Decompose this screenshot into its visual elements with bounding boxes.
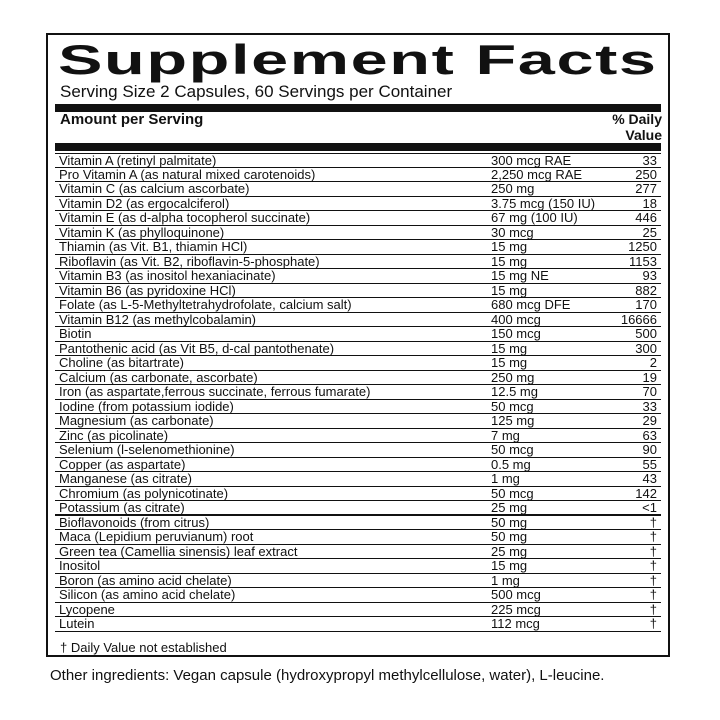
nutrient-daily-value: 29 [642,413,657,428]
nutrient-amount: 680 mcg DFE [491,297,571,312]
nutrient-amount: 15 mg [491,253,528,269]
nutrient-amount: 7 mg [491,427,520,443]
nutrient-amount: 15 mg [491,355,528,370]
nutrient-amount: 50 mcg [491,485,534,501]
nutrient-amount: 250 mg [491,181,535,196]
nutrient-daily-value: † [649,616,657,631]
thick-divider-header [55,143,661,151]
nutrient-daily-value: † [649,601,657,617]
nutrient-daily-value: 63 [642,427,657,443]
nutrient-amount: 25 mg [491,543,528,559]
nutrient-name: Silicon (as amino acid chelate) [59,587,236,602]
nutrient-name: Selenium (l-selenomethionine) [59,442,235,457]
nutrient-amount: 50 mcg [491,442,534,457]
nutrient-amount: 150 mcg [491,326,541,341]
nutrient-amount: 2,250 mcg RAE [491,166,583,182]
table-row [55,226,661,241]
nutrient-amount: 300 mcg RAE [491,153,572,168]
nutrient-daily-value: † [649,543,657,559]
nutrient-name: Inositol [59,558,101,573]
table-row [55,545,661,560]
nutrient-daily-value: 2 [649,355,657,370]
table-row [55,559,661,574]
nutrient-daily-value: <1 [642,500,657,515]
table-row [55,313,661,328]
nutrient-daily-value: † [649,514,657,530]
table-row [55,168,661,183]
nutrient-daily-value: 16666 [620,311,657,327]
table-row [55,443,661,458]
nutrient-amount: 0.5 mg [491,456,531,472]
nutrient-name: Green tea (Camellia sinensis) leaf extract [59,543,298,559]
nutrient-name: Maca (Lepidium peruvianum) root [59,529,254,544]
nutrient-daily-value: 882 [635,282,657,298]
table-row [55,371,661,386]
daily-value-header-line1: % Daily [612,111,662,127]
table-row [55,385,661,400]
amount-per-serving-header: Amount per Serving [60,111,204,128]
nutrient-name: Folate (as L-5-Methyltetrahydrofolate, calcium salt) [59,297,352,312]
nutrient-daily-value: † [649,529,657,544]
nutrient-name: Vitamin E (as d-alpha tocopherol succinate) [59,210,311,225]
nutrient-amount: 50 mg [491,514,528,530]
nutrient-amount: 250 mg [491,369,535,385]
nutrient-name: Pantothenic acid (as Vit B5, d-cal pantothenate) [59,340,335,356]
table-row [55,284,661,299]
table-row [55,617,661,632]
table-row [55,458,661,473]
table-row [55,501,661,516]
nutrient-amount: 25 mg [491,500,528,515]
nutrient-amount: 15 mg [491,340,528,356]
nutrient-daily-value: 43 [642,471,657,486]
table-row [55,211,661,226]
nutrient-name: Iodine (from potassium iodide) [59,398,234,414]
nutrient-daily-value: 55 [642,456,657,472]
table-row [55,269,661,284]
nutrient-amount: 112 mcg [491,616,540,631]
nutrient-amount: 50 mg [491,529,528,544]
nutrient-daily-value: 446 [635,210,657,225]
nutrient-name: Bioflavonoids (from citrus) [59,514,210,530]
nutrient-amount: 15 mg NE [491,268,549,283]
other-ingredients: Other ingredients: Vegan capsule (hydroxypropyl methylcellulose, water), L-leucine. [50,667,605,684]
panel-title: Supplement Facts [58,36,658,83]
nutrient-daily-value: 33 [642,153,657,168]
nutrient-daily-value: 90 [642,442,657,457]
nutrient-amount: 50 mcg [491,398,534,414]
nutrient-amount: 125 mg [491,413,535,428]
nutrient-amount: 1 mg [491,572,520,588]
table-row [55,414,661,429]
nutrient-name: Boron (as amino acid chelate) [59,572,232,588]
nutrient-name: Zinc (as picolinate) [59,427,169,443]
serving-size: Serving Size 2 Capsules, 60 Servings per Container [60,82,453,101]
nutrient-daily-value: 300 [635,340,657,356]
nutrient-name: Vitamin D2 (as ergocalciferol) [59,195,230,211]
nutrient-name: Vitamin B12 (as methylcobalamin) [59,311,257,327]
table-row [55,588,661,603]
table-row [55,356,661,371]
nutrient-amount: 3.75 mcg (150 IU) [491,195,596,211]
table-row [55,574,661,589]
nutrient-name: Vitamin K (as phylloquinone) [59,224,225,240]
nutrient-daily-value: 33 [642,398,657,414]
nutrient-name: Vitamin A (retinyl palmitate) [59,153,217,168]
nutrient-name: Pro Vitamin A (as natural mixed carotenoids) [59,166,316,182]
nutrient-name: Vitamin B6 (as pyridoxine HCl) [59,282,236,298]
nutrient-daily-value: 18 [642,195,657,211]
table-row [55,182,661,197]
table-row [55,487,661,502]
nutrient-amount: 500 mcg [491,587,541,602]
nutrient-name: Calcium (as carbonate, ascorbate) [59,369,258,385]
nutrient-daily-value: † [649,587,657,602]
nutrient-name: Potassium (as citrate) [59,500,185,515]
table-row [55,197,661,212]
nutrient-amount: 67 mg (100 IU) [491,210,578,225]
nutrient-daily-value: 25 [642,224,657,240]
nutrient-name: Copper (as aspartate) [59,456,186,472]
nutrient-daily-value: 500 [635,326,657,341]
nutrient-amount: 12.5 mg [491,384,538,399]
nutrient-amount: 15 mg [491,558,528,573]
nutrient-name: Choline (as bitartrate) [59,355,184,370]
daily-value-header-line2: Value [625,127,662,143]
nutrient-daily-value: 170 [635,297,657,312]
nutrient-daily-value: 19 [642,369,657,385]
nutrient-daily-value: 93 [642,268,657,283]
table-row [55,429,661,444]
nutrient-amount: 400 mcg [491,311,541,327]
nutrient-daily-value: 1250 [628,239,657,254]
table-row [55,400,661,415]
table-row [55,530,661,545]
nutrient-name: Vitamin C (as calcium ascorbate) [59,181,250,196]
daily-value-header [612,111,662,143]
nutrient-name: Riboflavin (as Vit. B2, riboflavin-5-phosphate) [59,253,320,269]
nutrient-amount: 1 mg [491,471,520,486]
table-row [55,327,661,342]
nutrient-name: Magnesium (as carbonate) [59,413,214,428]
table-row [55,516,661,531]
nutrient-daily-value: 250 [635,166,657,182]
table-row [55,153,661,168]
nutrient-daily-value: 277 [635,181,657,196]
nutrient-name: Lycopene [59,601,115,617]
nutrient-amount: 225 mcg [491,601,541,617]
nutrient-daily-value: 1153 [629,253,657,269]
table-row [55,472,661,487]
nutrient-name: Biotin [59,326,92,341]
nutrient-name: Chromium (as polynicotinate) [59,485,229,501]
nutrient-daily-value: † [649,558,657,573]
nutrient-name: Lutein [59,616,95,631]
nutrient-daily-value: 142 [635,485,657,501]
nutrient-name: Manganese (as citrate) [59,471,192,486]
nutrient-name: Iron (as aspartate,ferrous succinate, ferrous fumarate) [59,384,371,399]
nutrient-amount: 15 mg [491,282,528,298]
nutrient-name: Thiamin (as Vit. B1, thiamin HCl) [59,239,248,254]
nutrient-daily-value: 70 [642,384,657,399]
table-row [55,255,661,270]
table-row [55,342,661,357]
supplement-facts-panel [46,33,670,657]
table-row [55,240,661,255]
footnote: † Daily Value not established [60,640,227,655]
nutrient-amount: 15 mg [491,239,528,254]
nutrient-table [55,153,661,632]
nutrient-name: Vitamin B3 (as inositol hexaniacinate) [59,268,276,283]
table-row [55,603,661,618]
table-row [55,298,661,313]
nutrient-amount: 30 mcg [491,224,534,240]
nutrient-daily-value: † [649,572,657,588]
